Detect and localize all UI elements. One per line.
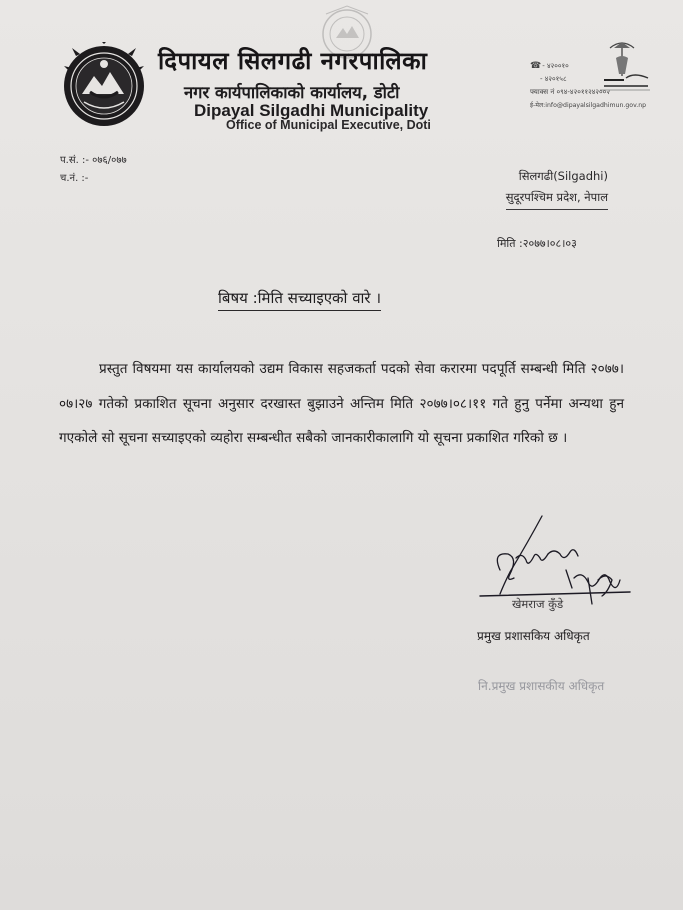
address-line-2: सुदूरपश्चिम प्रदेश, नेपाल [506, 187, 608, 210]
date-value: :२०७७।०८।०३ [519, 237, 577, 250]
letter-body [59, 352, 624, 456]
ref-value: ०७६/०७७ [92, 155, 127, 166]
fax-row: फ्याक्स नं ०९४-४२०११२४२००२ [530, 88, 610, 96]
municipality-emblem-icon [62, 42, 146, 128]
dispatch-number-row [60, 170, 127, 188]
email-row: ई-मेल:info@dipayalsilgadhimun.gov.np [530, 102, 647, 109]
office-title-nepali: नगर कार्यपालिकाको कार्यालय, डोटी [184, 83, 400, 102]
dispatch-label: च.नं. :- [60, 173, 89, 184]
letter-body-text: प्रस्तुत विषयमा यस कार्यालयको उद्यम विकास सहजकर्ता पदको सेवा करारमा पदपूर्ति सम्बन्धी मिति २०७७।०७।२७ गतेको प्रकाशित सूचना अनुसार दरखास्त बुझाउने अन्तिम मिति २०७७।०८।११ गते हुनु पर्नेमा अन्यथा हुन गएकोले सो सूचना सच्याइएको व्यहोरा सम्बन्धीत सबैको जानकारीकालागि यो सूचना प्रकाशित गरिको छ । [59, 361, 624, 446]
date-label: मिति [497, 237, 516, 250]
visit-nepal-2020-logo-icon [590, 38, 660, 100]
reference-block [60, 152, 127, 188]
phone-number-1: - ४२००१० [542, 62, 569, 70]
letter-subject: बिषय :मिति सच्याइएको वारे । [218, 288, 381, 311]
municipality-title-english: Dipayal Silgadhi Municipality [194, 101, 429, 120]
address-block [506, 166, 608, 210]
signer-title: प्रमुख प्रशासकिय अधिकृत [477, 629, 590, 643]
ref-label: प.सं. :- [60, 155, 89, 166]
municipality-title-nepali: दिपायल सिलगढी नगरपालिका [158, 47, 428, 75]
letter-date [497, 236, 577, 251]
signer-name: खेमराज कुँडे [512, 597, 564, 611]
office-title-english: Office of Municipal Executive, Doti [226, 118, 431, 132]
phone-number-2: - ४२०१५८ [540, 75, 567, 83]
ref-number-row [60, 152, 127, 170]
acting-officer-stamp: नि.प्रमुख प्रशासकीय अधिकृत [478, 679, 605, 693]
phone-icon: ☎ [530, 61, 542, 71]
address-line-1: सिलगढी(Silgadhi) [518, 169, 608, 183]
